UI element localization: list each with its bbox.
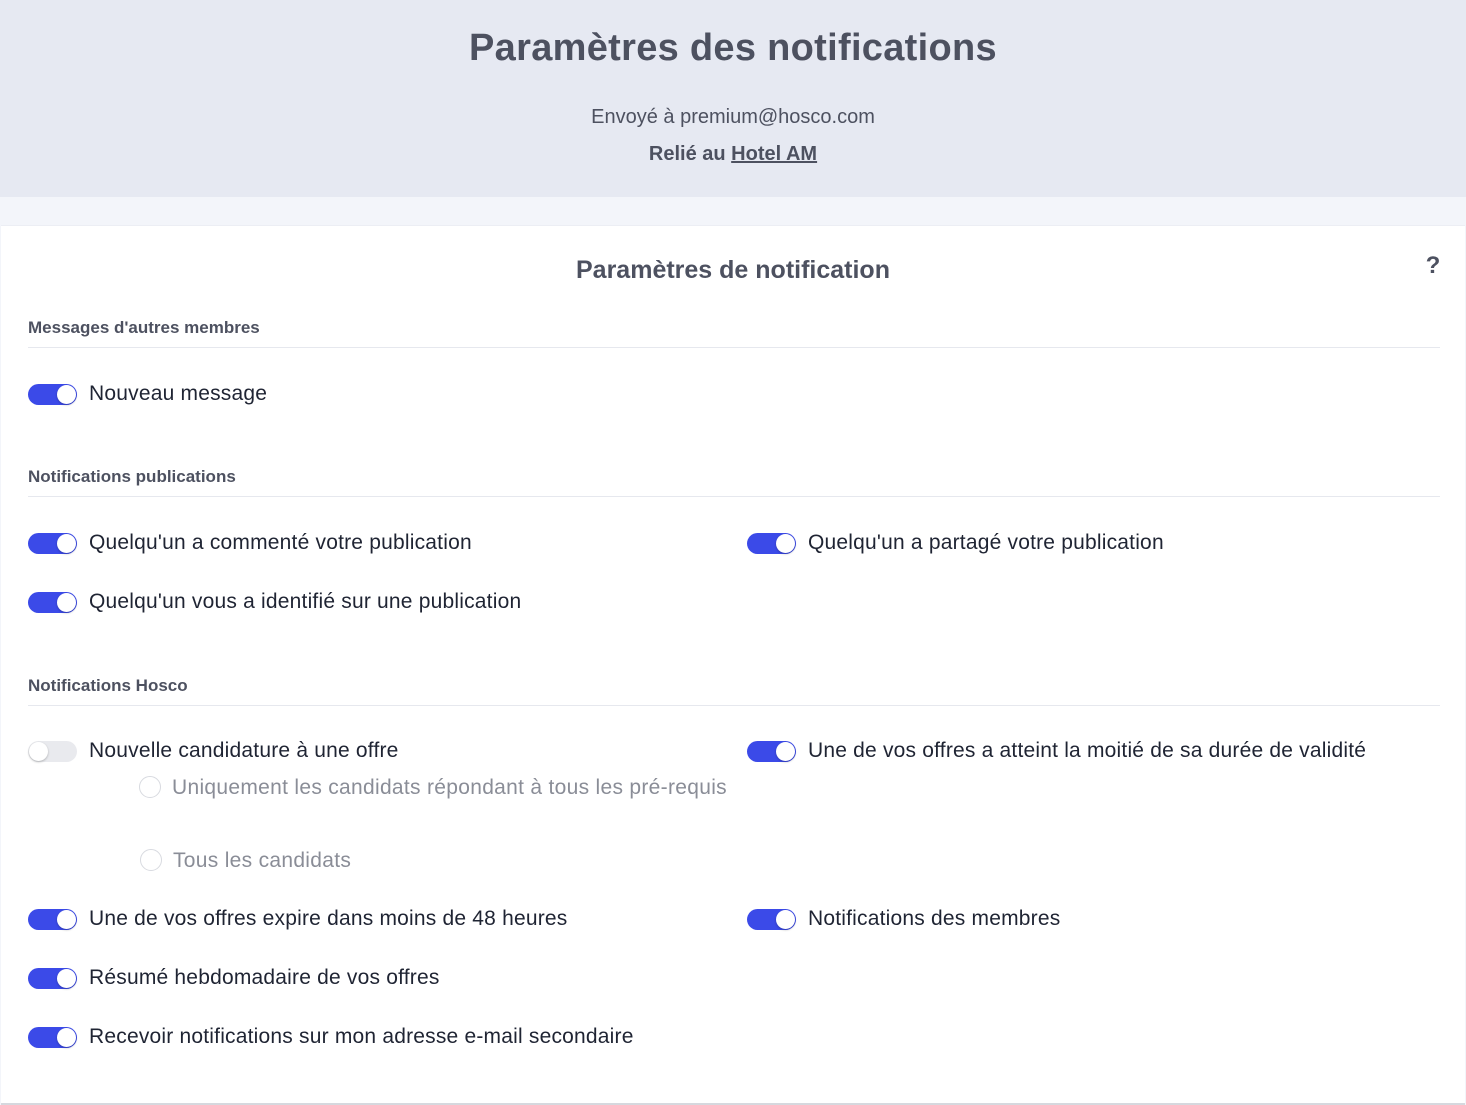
company-link[interactable]: Hotel AM: [731, 143, 818, 165]
notification-settings-card: [1, 225, 1465, 1105]
toggle-new-application[interactable]: [28, 741, 77, 762]
toggle-knob: [57, 969, 76, 988]
toggle-knob: [57, 385, 76, 404]
section-title-messages: Messages d'autres membres: [28, 318, 260, 337]
sent-to-email: Envoyé à premium@hosco.com: [591, 106, 875, 128]
toggle-knob: [776, 534, 795, 553]
toggle-knob: [57, 593, 76, 612]
toggle-expires-soon[interactable]: [28, 909, 77, 930]
setting-commented: [28, 530, 472, 556]
radio-label: Tous les candidats: [173, 849, 352, 872]
setting-expires-soon: [28, 906, 568, 932]
setting-tagged: [28, 589, 521, 615]
toggle-knob: [57, 910, 76, 929]
section-divider: [28, 347, 1440, 348]
setting-new-application: [28, 738, 399, 764]
section-title-publications: Notifications publications: [28, 467, 236, 486]
toggle-knob: [57, 534, 76, 553]
toggle-knob: [776, 910, 795, 929]
toggle-knob: [776, 742, 795, 761]
section-divider: [28, 496, 1440, 497]
setting-member-notifications: [747, 906, 1060, 932]
radio-option-all[interactable]: [140, 843, 351, 879]
setting-label: Résumé hebdomadaire de vos offres: [89, 966, 440, 989]
toggle-member-notifications[interactable]: [747, 909, 796, 930]
toggle-secondary-email[interactable]: [28, 1027, 77, 1048]
setting-label: Nouvelle candidature à une offre: [89, 739, 399, 762]
section-title-hosco: Notifications Hosco: [28, 676, 188, 695]
setting-label: Recevoir notifications sur mon adresse e-mail secondaire: [89, 1025, 634, 1048]
setting-label: Quelqu'un vous a identifié sur une publication: [89, 590, 522, 613]
setting-label: Une de vos offres a atteint la moitié de sa durée de validité: [808, 739, 1367, 762]
radio-qualified[interactable]: [139, 776, 161, 798]
setting-weekly-summary: [28, 965, 440, 991]
page-title: Paramètres des notifications: [469, 27, 997, 69]
page-header: [0, 0, 1466, 197]
toggle-half-validity[interactable]: [747, 741, 796, 762]
setting-label: Quelqu'un a commenté votre publication: [89, 531, 472, 554]
radio-label: Uniquement les candidats répondant à tous les pré-requis: [172, 776, 727, 799]
toggle-shared[interactable]: [747, 533, 796, 554]
setting-label: Quelqu'un a partagé votre publication: [808, 531, 1164, 554]
setting-new-message: [28, 381, 267, 407]
toggle-knob: [29, 742, 48, 761]
toggle-knob: [57, 1028, 76, 1047]
setting-shared: [747, 530, 1164, 556]
toggle-new-message[interactable]: [28, 384, 77, 405]
setting-half-validity: [747, 738, 1366, 764]
toggle-tagged[interactable]: [28, 592, 77, 613]
linked-company: [0, 141, 1466, 167]
radio-all[interactable]: [140, 849, 162, 871]
toggle-weekly-summary[interactable]: [28, 968, 77, 989]
section-divider: [28, 705, 1440, 706]
radio-option-qualified[interactable]: [140, 770, 740, 806]
help-icon[interactable]: ?: [1425, 252, 1441, 279]
setting-label: Une de vos offres expire dans moins de 48 heures: [89, 907, 568, 930]
toggle-commented[interactable]: [28, 533, 77, 554]
setting-label: Notifications des membres: [808, 907, 1061, 930]
setting-secondary-email: [28, 1024, 634, 1050]
setting-label: Nouveau message: [89, 382, 268, 405]
card-title: Paramètres de notification: [576, 256, 890, 284]
linked-prefix: Relié au: [648, 143, 732, 165]
